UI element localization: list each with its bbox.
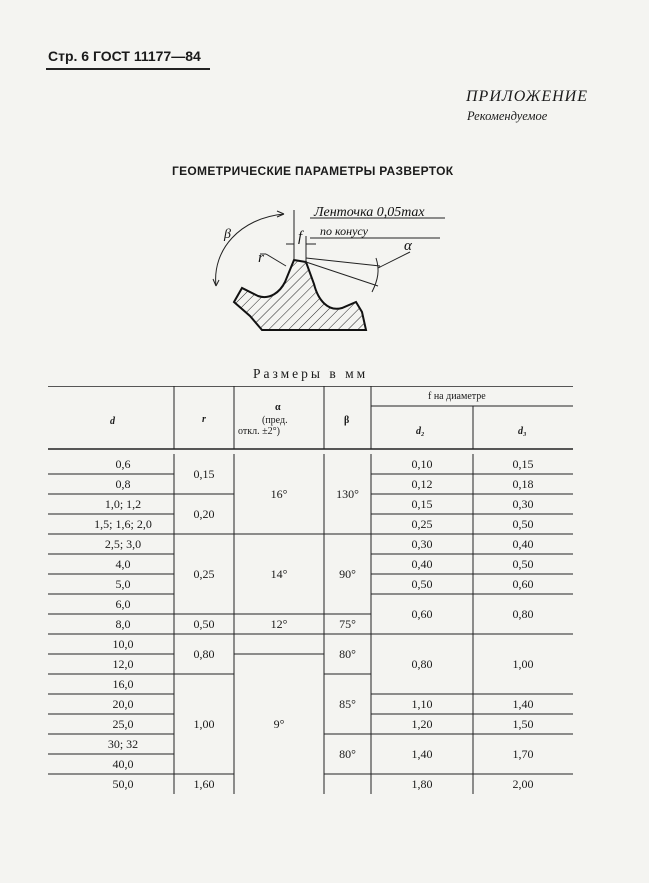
cell-f-d2: 0,50: [411, 577, 433, 591]
cell-d: 0,8: [115, 477, 131, 491]
cell-beta: 130°: [336, 487, 359, 501]
cell-alpha: 9°: [273, 717, 285, 731]
cell-d: 1,5; 1,6; 2,0: [94, 517, 152, 531]
cell-alpha: 12°: [270, 617, 288, 631]
cell-r: 1,00: [193, 717, 215, 731]
cell-f-d2: 0,60: [411, 607, 433, 621]
header-d: d: [110, 416, 115, 427]
cell-f-d3: 0,80: [512, 607, 534, 621]
cell-beta: 80°: [339, 747, 356, 761]
cell-d: 2,5; 3,0: [104, 537, 142, 551]
cell-beta: 85°: [339, 697, 356, 711]
cell-f-d2: 0,30: [411, 537, 433, 551]
figure-label-beta: β: [224, 227, 231, 242]
figure-label-land: Ленточка 0,05max: [314, 205, 425, 220]
cell-f-d3: 0,60: [512, 577, 534, 591]
cell-f-d2: 1,20: [411, 717, 433, 731]
header-alpha-note-1: (пред.: [262, 415, 288, 426]
cell-f-d3: 0,50: [512, 517, 534, 531]
figure-label-alpha: α: [404, 238, 412, 254]
cell-f-d3: 1,70: [512, 747, 534, 761]
cell-alpha: 14°: [270, 567, 288, 581]
figure-label-taper: по конусу: [320, 224, 369, 238]
header-alpha-note-2: откл. ±2°): [238, 426, 280, 437]
header-beta: β: [344, 415, 350, 426]
cell-f-d3: 1,00: [512, 657, 534, 671]
cell-f-d2: 0,80: [411, 657, 433, 671]
cell-d: 16,0: [112, 677, 134, 691]
cell-alpha: 16°: [270, 487, 288, 501]
cell-r: 0,50: [193, 617, 215, 631]
cell-f-d3: 0,50: [512, 557, 534, 571]
cell-d: 25,0: [112, 717, 134, 731]
cell-f-d3: 2,00: [512, 777, 534, 791]
cell-beta: 90°: [339, 567, 356, 581]
appendix-subtitle: Рекомендуемое: [467, 109, 548, 123]
tooth-section: [234, 260, 366, 330]
header-rule: [46, 68, 210, 70]
cell-d: 30; 32: [107, 737, 139, 751]
figure-label-r: r: [258, 250, 264, 266]
header-alpha: α: [275, 402, 281, 413]
cell-f-d2: 0,25: [411, 517, 433, 531]
cell-f-d2: 0,40: [411, 557, 433, 571]
cell-d: 8,0: [115, 617, 131, 631]
cell-r: 1,60: [193, 777, 215, 791]
cell-f-d2: 1,80: [411, 777, 433, 791]
cell-d: 6,0: [115, 597, 131, 611]
cell-f-d3: 1,40: [512, 697, 534, 711]
cell-beta: 80°: [339, 647, 356, 661]
header-f-group: f на диаметре: [428, 391, 486, 402]
cell-r: 0,80: [193, 647, 215, 661]
cell-f-d2: 0,10: [411, 457, 433, 471]
cell-f-d2: 1,10: [411, 697, 433, 711]
cell-f-d2: 0,15: [411, 497, 433, 511]
units-caption: Размеры в мм: [253, 366, 369, 381]
cell-f-d3: 0,18: [512, 477, 534, 491]
cell-d: 1,0; 1,2: [104, 497, 142, 511]
document-title: ГЕОМЕТРИЧЕСКИЕ ПАРАМЕТРЫ РАЗВЕРТОК: [172, 164, 454, 178]
tooth-profile-figure: [200, 200, 460, 340]
cell-f-d3: 1,50: [512, 717, 534, 731]
cell-d: 12,0: [112, 657, 134, 671]
cell-f-d3: 0,15: [512, 457, 534, 471]
cell-r: 0,25: [193, 567, 215, 581]
cell-f-d2: 1,40: [411, 747, 433, 761]
header-d2: d₂: [416, 426, 425, 437]
page-header: Стр. 6 ГОСТ 11177—84: [48, 48, 201, 64]
cell-f-d3: 0,40: [512, 537, 534, 551]
cell-d: 5,0: [115, 577, 131, 591]
header-d3: d₃: [518, 426, 527, 437]
cell-f-d3: 0,30: [512, 497, 534, 511]
table-header-lines: [48, 386, 573, 449]
cell-d: 20,0: [112, 697, 134, 711]
cell-d: 50,0: [112, 777, 134, 791]
appendix-title: ПРИЛОЖЕНИЕ: [466, 88, 588, 105]
cell-d: 10,0: [112, 637, 134, 651]
header-r: r: [202, 414, 206, 425]
table-body-cells: [94, 457, 533, 791]
cell-d: 40,0: [112, 757, 134, 771]
cell-d: 4,0: [115, 557, 131, 571]
cell-f-d2: 0,12: [411, 477, 433, 491]
figure-label-f: f: [298, 229, 303, 245]
cell-r: 0,20: [193, 507, 215, 521]
parameters-table: [48, 386, 578, 806]
cell-d: 0,6: [115, 457, 131, 471]
cell-beta: 75°: [339, 617, 356, 631]
cell-r: 0,15: [193, 467, 215, 481]
